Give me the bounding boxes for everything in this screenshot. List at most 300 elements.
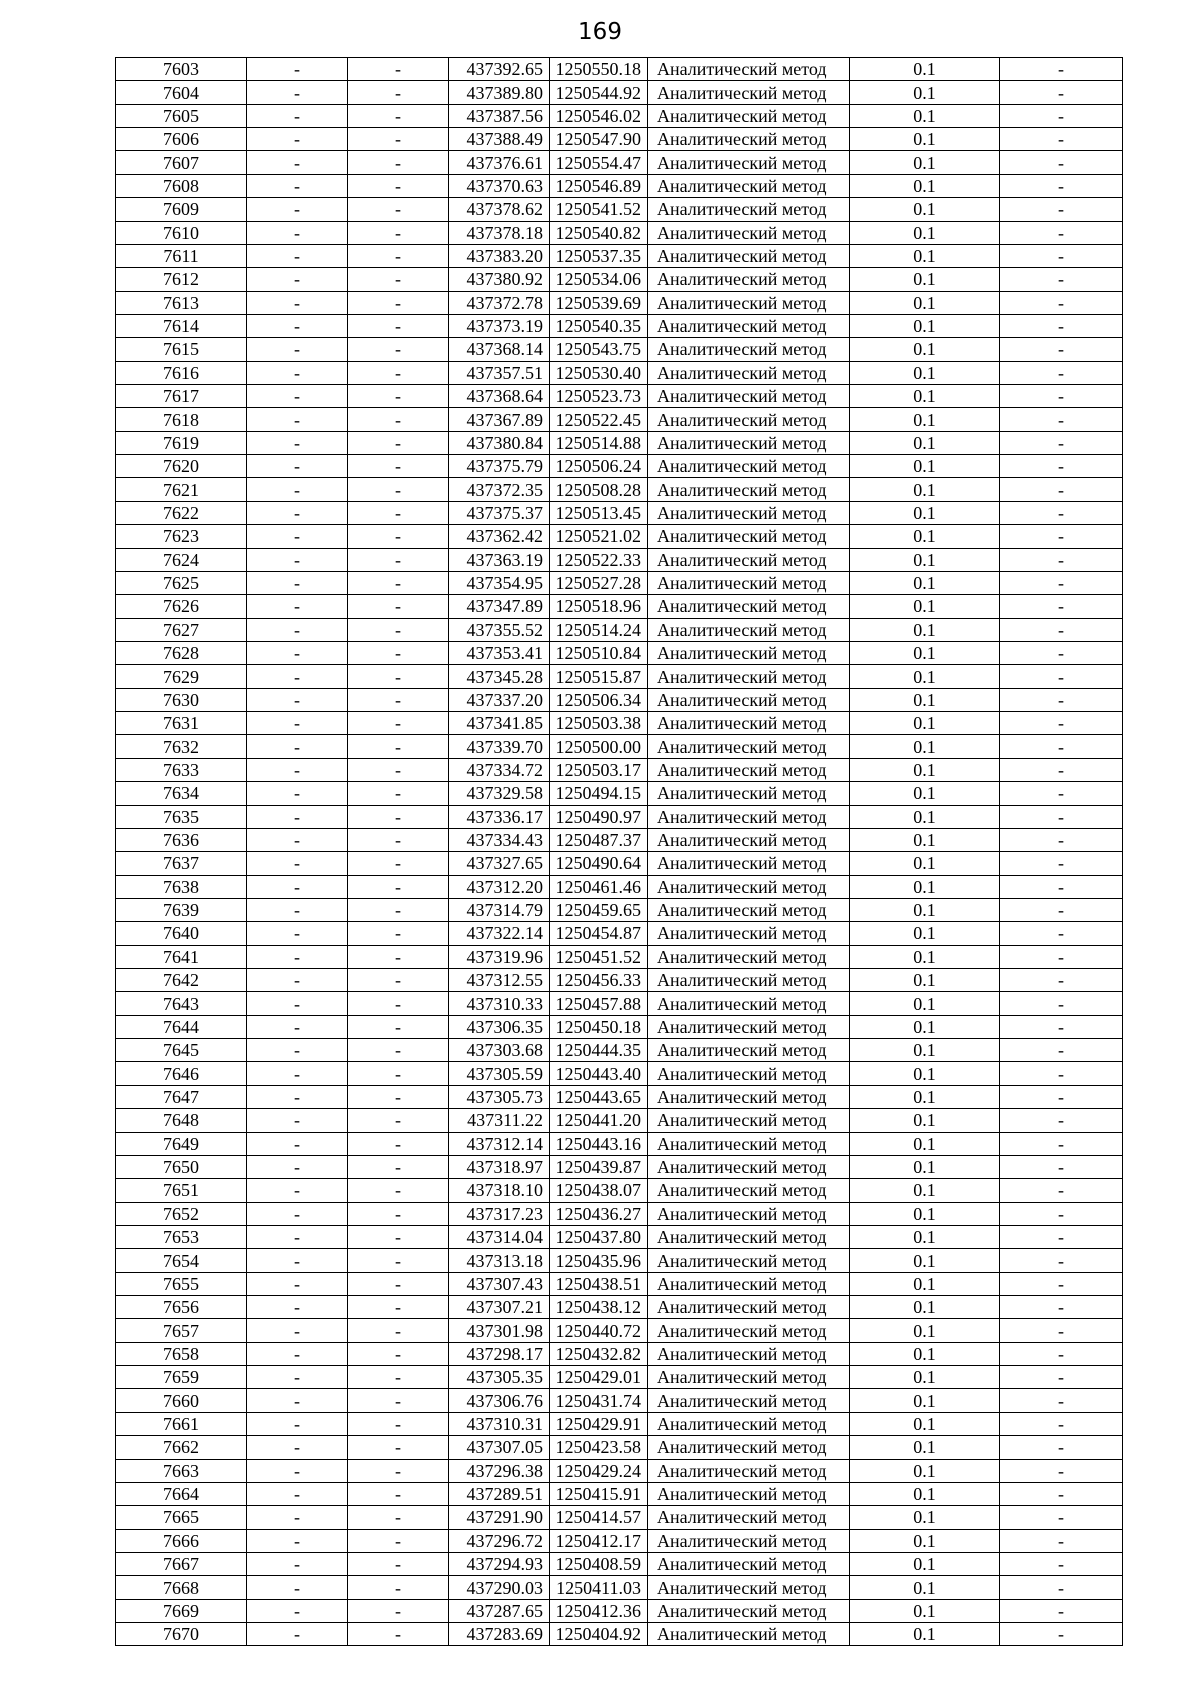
x-coordinate-cell: 437310.33: [449, 992, 550, 1015]
accuracy-cell: 0.1: [850, 431, 1000, 454]
point-number-cell: 7645: [116, 1039, 247, 1062]
dash-cell-2: -: [348, 525, 449, 548]
dash-cell-3: -: [1000, 1062, 1123, 1085]
table-row: [116, 875, 1123, 898]
x-coordinate-cell: 437307.05: [449, 1436, 550, 1459]
y-coordinate-cell: 1250494.15: [550, 782, 648, 805]
x-coordinate-cell: 437353.41: [449, 641, 550, 664]
x-coordinate-cell: 437334.72: [449, 758, 550, 781]
point-number-cell: 7625: [116, 571, 247, 594]
method-cell: Аналитический метод: [648, 1249, 850, 1272]
point-number-cell: 7624: [116, 548, 247, 571]
method-cell: Аналитический метод: [648, 244, 850, 267]
method-cell: Аналитический метод: [648, 478, 850, 501]
method-cell: Аналитический метод: [648, 1179, 850, 1202]
point-number-cell: 7654: [116, 1249, 247, 1272]
dash-cell-2: -: [348, 712, 449, 735]
point-number-cell: 7643: [116, 992, 247, 1015]
dash-cell-3: -: [1000, 408, 1123, 431]
table-row: [116, 969, 1123, 992]
dash-cell-1: -: [247, 1366, 348, 1389]
x-coordinate-cell: 437294.93: [449, 1553, 550, 1576]
accuracy-cell: 0.1: [850, 455, 1000, 478]
dash-cell-2: -: [348, 455, 449, 478]
accuracy-cell: 0.1: [850, 525, 1000, 548]
dash-cell-3: -: [1000, 735, 1123, 758]
method-cell: Аналитический метод: [648, 922, 850, 945]
x-coordinate-cell: 437296.38: [449, 1459, 550, 1482]
dash-cell-1: -: [247, 291, 348, 314]
dash-cell-1: -: [247, 1015, 348, 1038]
dash-cell-1: -: [247, 81, 348, 104]
point-number-cell: 7642: [116, 969, 247, 992]
x-coordinate-cell: 437373.19: [449, 314, 550, 337]
dash-cell-1: -: [247, 104, 348, 127]
dash-cell-2: -: [348, 1623, 449, 1646]
table-row: [116, 735, 1123, 758]
x-coordinate-cell: 437341.85: [449, 712, 550, 735]
table-row: [116, 1319, 1123, 1342]
y-coordinate-cell: 1250546.89: [550, 174, 648, 197]
table-row: [116, 758, 1123, 781]
y-coordinate-cell: 1250439.87: [550, 1155, 648, 1178]
x-coordinate-cell: 437313.18: [449, 1249, 550, 1272]
x-coordinate-cell: 437314.04: [449, 1225, 550, 1248]
dash-cell-1: -: [247, 1436, 348, 1459]
table-row: [116, 1179, 1123, 1202]
dash-cell-1: -: [247, 174, 348, 197]
dash-cell-2: -: [348, 1342, 449, 1365]
dash-cell-3: -: [1000, 1202, 1123, 1225]
dash-cell-3: -: [1000, 1389, 1123, 1412]
dash-cell-2: -: [348, 338, 449, 361]
dash-cell-1: -: [247, 571, 348, 594]
point-number-cell: 7638: [116, 875, 247, 898]
x-coordinate-cell: 437322.14: [449, 922, 550, 945]
dash-cell-2: -: [348, 665, 449, 688]
point-number-cell: 7621: [116, 478, 247, 501]
table-row: [116, 104, 1123, 127]
dash-cell-2: -: [348, 268, 449, 291]
accuracy-cell: 0.1: [850, 58, 1000, 81]
table-row: [116, 1599, 1123, 1622]
point-number-cell: 7647: [116, 1085, 247, 1108]
dash-cell-2: -: [348, 922, 449, 945]
y-coordinate-cell: 1250522.33: [550, 548, 648, 571]
table-row: [116, 1085, 1123, 1108]
dash-cell-3: -: [1000, 688, 1123, 711]
accuracy-cell: 0.1: [850, 735, 1000, 758]
method-cell: Аналитический метод: [648, 81, 850, 104]
dash-cell-3: -: [1000, 852, 1123, 875]
method-cell: Аналитический метод: [648, 501, 850, 524]
method-cell: Аналитический метод: [648, 758, 850, 781]
y-coordinate-cell: 1250506.24: [550, 455, 648, 478]
dash-cell-1: -: [247, 1599, 348, 1622]
dash-cell-3: -: [1000, 1249, 1123, 1272]
dash-cell-3: -: [1000, 758, 1123, 781]
accuracy-cell: 0.1: [850, 1155, 1000, 1178]
dash-cell-2: -: [348, 688, 449, 711]
dash-cell-3: -: [1000, 1482, 1123, 1505]
x-coordinate-cell: 437347.89: [449, 595, 550, 618]
point-number-cell: 7618: [116, 408, 247, 431]
point-number-cell: 7606: [116, 128, 247, 151]
dash-cell-2: -: [348, 58, 449, 81]
accuracy-cell: 0.1: [850, 1039, 1000, 1062]
x-coordinate-cell: 437372.78: [449, 291, 550, 314]
point-number-cell: 7663: [116, 1459, 247, 1482]
table-row: [116, 314, 1123, 337]
accuracy-cell: 0.1: [850, 1506, 1000, 1529]
y-coordinate-cell: 1250543.75: [550, 338, 648, 361]
table-row: [116, 525, 1123, 548]
accuracy-cell: 0.1: [850, 408, 1000, 431]
dash-cell-3: -: [1000, 431, 1123, 454]
accuracy-cell: 0.1: [850, 875, 1000, 898]
dash-cell-3: -: [1000, 174, 1123, 197]
y-coordinate-cell: 1250412.17: [550, 1529, 648, 1552]
point-number-cell: 7607: [116, 151, 247, 174]
x-coordinate-cell: 437310.31: [449, 1412, 550, 1435]
y-coordinate-cell: 1250431.74: [550, 1389, 648, 1412]
x-coordinate-cell: 437306.76: [449, 1389, 550, 1412]
dash-cell-3: -: [1000, 969, 1123, 992]
x-coordinate-cell: 437375.37: [449, 501, 550, 524]
y-coordinate-cell: 1250415.91: [550, 1482, 648, 1505]
dash-cell-2: -: [348, 221, 449, 244]
coordinates-table: [115, 57, 1123, 1646]
y-coordinate-cell: 1250490.64: [550, 852, 648, 875]
dash-cell-1: -: [247, 268, 348, 291]
dash-cell-2: -: [348, 618, 449, 641]
dash-cell-3: -: [1000, 1296, 1123, 1319]
y-coordinate-cell: 1250461.46: [550, 875, 648, 898]
x-coordinate-cell: 437311.22: [449, 1109, 550, 1132]
dash-cell-1: -: [247, 665, 348, 688]
dash-cell-3: -: [1000, 1039, 1123, 1062]
dash-cell-1: -: [247, 852, 348, 875]
point-number-cell: 7619: [116, 431, 247, 454]
dash-cell-2: -: [348, 361, 449, 384]
dash-cell-2: -: [348, 1202, 449, 1225]
y-coordinate-cell: 1250438.07: [550, 1179, 648, 1202]
y-coordinate-cell: 1250435.96: [550, 1249, 648, 1272]
y-coordinate-cell: 1250404.92: [550, 1623, 648, 1646]
dash-cell-3: -: [1000, 548, 1123, 571]
table-row: [116, 58, 1123, 81]
dash-cell-1: -: [247, 1272, 348, 1295]
x-coordinate-cell: 437307.21: [449, 1296, 550, 1319]
y-coordinate-cell: 1250522.45: [550, 408, 648, 431]
method-cell: Аналитический метод: [648, 1529, 850, 1552]
dash-cell-3: -: [1000, 898, 1123, 921]
accuracy-cell: 0.1: [850, 1109, 1000, 1132]
dash-cell-2: -: [348, 1599, 449, 1622]
dash-cell-2: -: [348, 314, 449, 337]
dash-cell-1: -: [247, 641, 348, 664]
point-number-cell: 7616: [116, 361, 247, 384]
dash-cell-1: -: [247, 1296, 348, 1319]
accuracy-cell: 0.1: [850, 1249, 1000, 1272]
dash-cell-2: -: [348, 735, 449, 758]
dash-cell-2: -: [348, 1529, 449, 1552]
point-number-cell: 7655: [116, 1272, 247, 1295]
dash-cell-3: -: [1000, 221, 1123, 244]
dash-cell-3: -: [1000, 361, 1123, 384]
accuracy-cell: 0.1: [850, 758, 1000, 781]
accuracy-cell: 0.1: [850, 641, 1000, 664]
dash-cell-2: -: [348, 1085, 449, 1108]
dash-cell-2: -: [348, 852, 449, 875]
point-number-cell: 7629: [116, 665, 247, 688]
dash-cell-3: -: [1000, 875, 1123, 898]
accuracy-cell: 0.1: [850, 104, 1000, 127]
dash-cell-3: -: [1000, 244, 1123, 267]
dash-cell-2: -: [348, 758, 449, 781]
table-row: [116, 1529, 1123, 1552]
accuracy-cell: 0.1: [850, 1015, 1000, 1038]
dash-cell-2: -: [348, 571, 449, 594]
accuracy-cell: 0.1: [850, 221, 1000, 244]
x-coordinate-cell: 437383.20: [449, 244, 550, 267]
table-row: [116, 1482, 1123, 1505]
point-number-cell: 7632: [116, 735, 247, 758]
accuracy-cell: 0.1: [850, 992, 1000, 1015]
x-coordinate-cell: 437334.43: [449, 828, 550, 851]
dash-cell-2: -: [348, 151, 449, 174]
y-coordinate-cell: 1250506.34: [550, 688, 648, 711]
dash-cell-3: -: [1000, 1225, 1123, 1248]
dash-cell-2: -: [348, 1553, 449, 1576]
table-row: [116, 548, 1123, 571]
point-number-cell: 7662: [116, 1436, 247, 1459]
dash-cell-2: -: [348, 1249, 449, 1272]
dash-cell-1: -: [247, 1039, 348, 1062]
method-cell: Аналитический метод: [648, 338, 850, 361]
x-coordinate-cell: 437289.51: [449, 1482, 550, 1505]
dash-cell-1: -: [247, 1225, 348, 1248]
accuracy-cell: 0.1: [850, 898, 1000, 921]
accuracy-cell: 0.1: [850, 314, 1000, 337]
dash-cell-1: -: [247, 1109, 348, 1132]
method-cell: Аналитический метод: [648, 571, 850, 594]
dash-cell-1: -: [247, 1202, 348, 1225]
method-cell: Аналитический метод: [648, 221, 850, 244]
y-coordinate-cell: 1250503.38: [550, 712, 648, 735]
dash-cell-1: -: [247, 875, 348, 898]
dash-cell-1: -: [247, 408, 348, 431]
y-coordinate-cell: 1250436.27: [550, 1202, 648, 1225]
method-cell: Аналитический метод: [648, 1482, 850, 1505]
dash-cell-3: -: [1000, 782, 1123, 805]
method-cell: Аналитический метод: [648, 1039, 850, 1062]
dash-cell-2: -: [348, 478, 449, 501]
y-coordinate-cell: 1250515.87: [550, 665, 648, 688]
dash-cell-1: -: [247, 805, 348, 828]
dash-cell-2: -: [348, 875, 449, 898]
dash-cell-3: -: [1000, 571, 1123, 594]
point-number-cell: 7611: [116, 244, 247, 267]
accuracy-cell: 0.1: [850, 1202, 1000, 1225]
accuracy-cell: 0.1: [850, 478, 1000, 501]
table-row: [116, 151, 1123, 174]
y-coordinate-cell: 1250503.17: [550, 758, 648, 781]
accuracy-cell: 0.1: [850, 1412, 1000, 1435]
table-row: [116, 688, 1123, 711]
method-cell: Аналитический метод: [648, 1389, 850, 1412]
table-row: [116, 945, 1123, 968]
method-cell: Аналитический метод: [648, 1319, 850, 1342]
method-cell: Аналитический метод: [648, 618, 850, 641]
dash-cell-2: -: [348, 945, 449, 968]
table-row: [116, 828, 1123, 851]
point-number-cell: 7657: [116, 1319, 247, 1342]
dash-cell-3: -: [1000, 1272, 1123, 1295]
accuracy-cell: 0.1: [850, 712, 1000, 735]
table-row: [116, 1155, 1123, 1178]
x-coordinate-cell: 437318.10: [449, 1179, 550, 1202]
method-cell: Аналитический метод: [648, 1132, 850, 1155]
dash-cell-3: -: [1000, 81, 1123, 104]
dash-cell-3: -: [1000, 1412, 1123, 1435]
dash-cell-3: -: [1000, 104, 1123, 127]
y-coordinate-cell: 1250457.88: [550, 992, 648, 1015]
x-coordinate-cell: 437298.17: [449, 1342, 550, 1365]
dash-cell-2: -: [348, 1132, 449, 1155]
dash-cell-1: -: [247, 1576, 348, 1599]
method-cell: Аналитический метод: [648, 151, 850, 174]
dash-cell-1: -: [247, 712, 348, 735]
table-row: [116, 1249, 1123, 1272]
point-number-cell: 7617: [116, 385, 247, 408]
method-cell: Аналитический метод: [648, 1272, 850, 1295]
point-number-cell: 7615: [116, 338, 247, 361]
method-cell: Аналитический метод: [648, 805, 850, 828]
method-cell: Аналитический метод: [648, 1296, 850, 1319]
method-cell: Аналитический метод: [648, 1576, 850, 1599]
accuracy-cell: 0.1: [850, 385, 1000, 408]
dash-cell-1: -: [247, 992, 348, 1015]
method-cell: Аналитический метод: [648, 455, 850, 478]
x-coordinate-cell: 437345.28: [449, 665, 550, 688]
method-cell: Аналитический метод: [648, 735, 850, 758]
dash-cell-1: -: [247, 1342, 348, 1365]
method-cell: Аналитический метод: [648, 58, 850, 81]
dash-cell-3: -: [1000, 1506, 1123, 1529]
table-row: [116, 1039, 1123, 1062]
point-number-cell: 7610: [116, 221, 247, 244]
table-row: [116, 1342, 1123, 1365]
dash-cell-1: -: [247, 221, 348, 244]
point-number-cell: 7608: [116, 174, 247, 197]
dash-cell-1: -: [247, 945, 348, 968]
y-coordinate-cell: 1250414.57: [550, 1506, 648, 1529]
y-coordinate-cell: 1250539.69: [550, 291, 648, 314]
y-coordinate-cell: 1250441.20: [550, 1109, 648, 1132]
dash-cell-2: -: [348, 1506, 449, 1529]
x-coordinate-cell: 437355.52: [449, 618, 550, 641]
method-cell: Аналитический метод: [648, 431, 850, 454]
x-coordinate-cell: 437367.89: [449, 408, 550, 431]
x-coordinate-cell: 437368.14: [449, 338, 550, 361]
dash-cell-1: -: [247, 1249, 348, 1272]
y-coordinate-cell: 1250500.00: [550, 735, 648, 758]
dash-cell-2: -: [348, 1039, 449, 1062]
table-row: [116, 898, 1123, 921]
y-coordinate-cell: 1250411.03: [550, 1576, 648, 1599]
method-cell: Аналитический метод: [648, 1085, 850, 1108]
dash-cell-3: -: [1000, 525, 1123, 548]
x-coordinate-cell: 437376.61: [449, 151, 550, 174]
dash-cell-2: -: [348, 1179, 449, 1202]
x-coordinate-cell: 437380.92: [449, 268, 550, 291]
dash-cell-1: -: [247, 198, 348, 221]
method-cell: Аналитический метод: [648, 1412, 850, 1435]
dash-cell-3: -: [1000, 992, 1123, 1015]
dash-cell-3: -: [1000, 1623, 1123, 1646]
dash-cell-3: -: [1000, 922, 1123, 945]
method-cell: Аналитический метод: [648, 828, 850, 851]
point-number-cell: 7631: [116, 712, 247, 735]
table-row: [116, 81, 1123, 104]
dash-cell-1: -: [247, 1132, 348, 1155]
accuracy-cell: 0.1: [850, 1482, 1000, 1505]
x-coordinate-cell: 437378.62: [449, 198, 550, 221]
point-number-cell: 7656: [116, 1296, 247, 1319]
dash-cell-3: -: [1000, 314, 1123, 337]
y-coordinate-cell: 1250429.01: [550, 1366, 648, 1389]
table-row: [116, 174, 1123, 197]
y-coordinate-cell: 1250437.80: [550, 1225, 648, 1248]
table-row: [116, 1272, 1123, 1295]
accuracy-cell: 0.1: [850, 571, 1000, 594]
x-coordinate-cell: 437318.97: [449, 1155, 550, 1178]
method-cell: Аналитический метод: [648, 1225, 850, 1248]
dash-cell-2: -: [348, 1225, 449, 1248]
dash-cell-3: -: [1000, 828, 1123, 851]
point-number-cell: 7635: [116, 805, 247, 828]
x-coordinate-cell: 437368.64: [449, 385, 550, 408]
dash-cell-2: -: [348, 128, 449, 151]
dash-cell-2: -: [348, 291, 449, 314]
accuracy-cell: 0.1: [850, 1366, 1000, 1389]
table-row: [116, 665, 1123, 688]
dash-cell-3: -: [1000, 338, 1123, 361]
dash-cell-1: -: [247, 618, 348, 641]
x-coordinate-cell: 437312.55: [449, 969, 550, 992]
method-cell: Аналитический метод: [648, 1553, 850, 1576]
dash-cell-3: -: [1000, 1179, 1123, 1202]
y-coordinate-cell: 1250544.92: [550, 81, 648, 104]
y-coordinate-cell: 1250510.84: [550, 641, 648, 664]
dash-cell-3: -: [1000, 945, 1123, 968]
dash-cell-2: -: [348, 1412, 449, 1435]
accuracy-cell: 0.1: [850, 361, 1000, 384]
x-coordinate-cell: 437307.43: [449, 1272, 550, 1295]
point-number-cell: 7653: [116, 1225, 247, 1248]
method-cell: Аналитический метод: [648, 1459, 850, 1482]
dash-cell-2: -: [348, 969, 449, 992]
page-number: 169: [578, 19, 622, 45]
dash-cell-3: -: [1000, 1342, 1123, 1365]
dash-cell-2: -: [348, 81, 449, 104]
dash-cell-3: -: [1000, 1459, 1123, 1482]
method-cell: Аналитический метод: [648, 1436, 850, 1459]
dash-cell-2: -: [348, 1296, 449, 1319]
table-row: [116, 1132, 1123, 1155]
dash-cell-1: -: [247, 1529, 348, 1552]
